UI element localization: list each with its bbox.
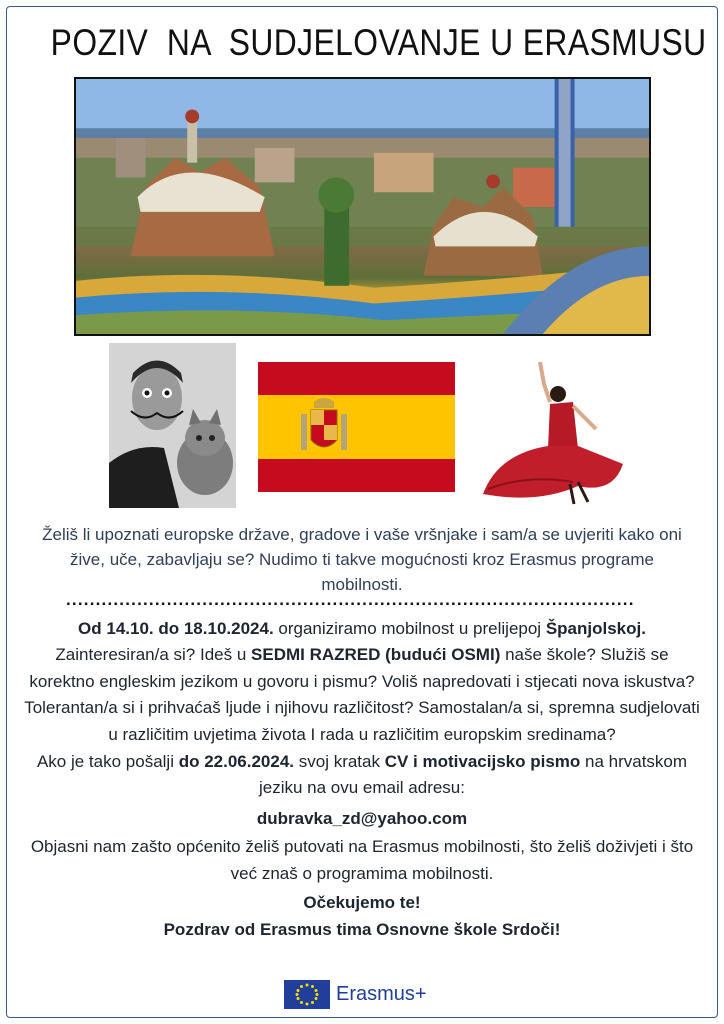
date-range: Od 14.10. do 18.10.2024. bbox=[78, 619, 274, 638]
erasmus-plus-wordmark: Erasmus+ bbox=[336, 982, 427, 1005]
paragraph-text: naše škole? Služiš se korektno engleskim jezikom u govoru i pismu? Voliš napredovati i stjecati nova iskustva? Tolerantan/a si i prihvaćaš ljude i njihovu različitost? Samostalan/a si, spremna sudjelovati u različitim uvjetima života I rada u različitim europskim sredinama? bbox=[24, 645, 700, 744]
paragraph-text: Ako je tako pošalji bbox=[36, 752, 179, 772]
paragraph-text: svoj kratak bbox=[294, 752, 385, 772]
closing-greeting: Očekujemo te! bbox=[303, 893, 421, 913]
deadline: do 22.06.2024. bbox=[178, 752, 295, 772]
documents: CV i motivacijsko pismo bbox=[384, 752, 581, 772]
flamenco-dancer-photo bbox=[478, 354, 636, 511]
page-title: POZIV NA SUDJELOVANJE U ERASMUSU bbox=[50, 22, 707, 63]
dotted-separator: ................................................................................................ bbox=[66, 590, 635, 609]
country: Španjolskoj. bbox=[545, 619, 646, 638]
paragraph-text: organiziramo mobilnost u prelijepoj bbox=[273, 619, 546, 638]
email-address[interactable]: dubravka_zd@yahoo.com bbox=[256, 808, 468, 828]
announcement-body bbox=[22, 616, 702, 945]
intro-paragraph: Želiš li upoznati europske države, gradove i vaše vršnjake i sam/a se uvjeriti kako oni žive, uče, zabavljaju se? Nudimo ti takve mogućnosti kroz Erasmus programe mobilnosti. bbox=[42, 525, 682, 594]
park-guell-photo bbox=[74, 77, 651, 336]
closing-signature: Pozdrav od Erasmus tima Osnovne škole Srdoči! bbox=[163, 920, 561, 940]
erasmus-plus-logo bbox=[284, 979, 444, 1009]
dali-portrait-photo bbox=[109, 343, 236, 508]
paragraph-explain: Objasni nam zašto općenito želiš putovati na Erasmus mobilnosti, što želiš doživjeti i što već znaš o programima mobilnosti. bbox=[30, 837, 694, 883]
grade: SEDMI RAZRED (budući OSMI) bbox=[251, 645, 501, 665]
spain-flag bbox=[258, 362, 455, 492]
paragraph-apply bbox=[22, 749, 702, 802]
paragraph-text: Zainteresiran/a si? Ideš u bbox=[55, 645, 252, 665]
paragraph-text: na hrvatskom jeziku na ovu email adresu: bbox=[258, 752, 688, 798]
eu-flag-icon bbox=[284, 980, 330, 1009]
paragraph-mobility bbox=[22, 616, 702, 748]
